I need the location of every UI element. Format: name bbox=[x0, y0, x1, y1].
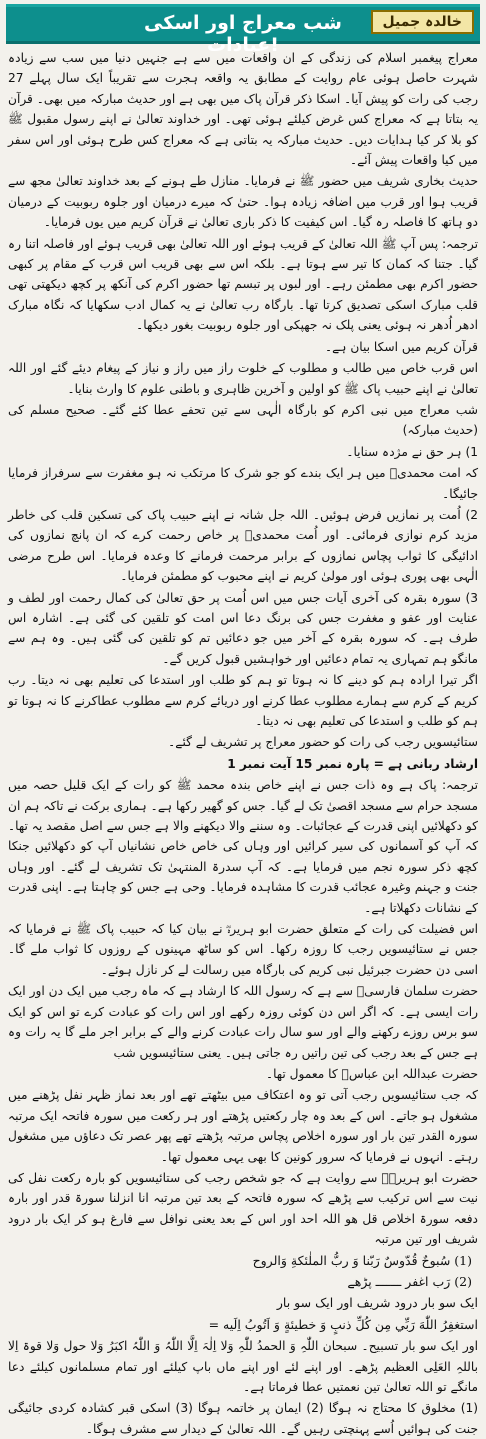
paragraph: کہ امت محمدیؐ میں ہر ایک بندے کو جو شرک کا مرتکب نہ ہو مغفرت سے سرفراز فرمایا جائیگا۔ bbox=[8, 466, 478, 501]
arabic-dua-line: (2) رَب اغفر ـــــــ پڑھے bbox=[347, 1273, 472, 1289]
article-title: شب معراج اور اسکی عبادات! bbox=[144, 12, 342, 56]
paragraph: حضرت ابو ہریرہؓ سے روایت ہے کہ جو شخص رجب کی ستائیسویں کو بارہ رکعت نفل کی نیت سے اس ترکیب سے پڑھے کہ سورہ فاتحہ کے بعد تین مرتبہ انا انزلنا سورۃ قدر اور بارہ دفعہ سورۃ اخلاص قل ھو اللہ احد اور اس کے بعد یعنی نوافل سے فارغ ہو کر ایک بار درود شریف اور تین مرتبہ bbox=[8, 1170, 478, 1247]
paragraph: شب معراج میں نبی اکرم کو بارگاہ الٰہی سے تین تحفے عطا کئے گئے۔ صحیح مسلم کی (حدیث مبارکہ) bbox=[8, 402, 478, 438]
arabic-dua-line: ایک سو بار درود شریف اور ایک سو بار bbox=[276, 1295, 478, 1311]
list-item: 3) سورہ بقرہ کی آخری آیات جس میں اس اُمت پر حق تعالیٰ کی کمال رحمت اور لطف و عنایت اور عفو و مغفرت جس کی برنگ دعا اس امت کو تلقین کی گئی ہے۔ اشارہ اس طرف ہے۔ کہ سورہ بقرہ کے آخر میں جو دعائیں تم کو تلقین کی گئی ہیں۔ وہ ہم سے مانگو ہم تمہاری یہ تمام دعائیں اور خواہشیں قبول کریں گے۔ bbox=[8, 590, 478, 666]
arabic-dua-line: (1) سُبوحٌ قُدّوسٌ رَبّنا وَ ربُّ الملٰئكةِ وَالروح bbox=[252, 1252, 472, 1268]
paragraph: ترجمہ: پس آپ ﷺ اللہ تعالیٰ کے قریب ہوئے اور اللہ تعالیٰ بھی قریب ہوئے اور فاصلہ اتنا رہ گیا۔ جتنا کہ کمان کا تیر سے ہوتا ہے۔ بلکہ اس سے بھی قریب اس قرب کے مقام پر کبھی حضور اکرم بھی مطمئن رہے۔ اور لبوں پر تبسم تھا حضور اکرم کی آنکھ پر کچھ دیکھتی تھی قلب مبارک اسکی تصدیق کرتا تھا۔ بارگاہ رب تعالیٰ نے یہ کمال ادب سکھایا کہ نگاہ مبارک ادھر اُدھر نہ ہوئی یعنی پلک نہ جھپکی اور جلوہ ربوبیت بغور دیکھا۔ bbox=[8, 236, 478, 333]
paragraph: حضرت عبداللہ ابن عباسؓ کا معمول تھا۔ bbox=[265, 1066, 478, 1081]
arabic-dua-line: استغفِرُ اللّٰهَ رَبِّي مِن كُلِّ ذنبٍ وَ خطيئةٍ وَ اَتُوبُ اِلَيه = bbox=[208, 1316, 478, 1332]
verse-reference: ارشاد ربانی ہے = پارہ نمبر 15 آیت نمبر 1 bbox=[227, 756, 478, 771]
paragraph: ترجمہ: پاک ہے وہ ذات جس نے اپنے خاص بندہ محمد ﷺ کو رات کے ایک قلیل حصہ میں مسجد حرام سے مسجد اقصیٰ تک لے گیا۔ جس کو گھیر رکھا ہے۔ ہماری برکت نے تاکہ ہم ان کو دکھلائیں اپنی قدرت کے عجائبات۔ وہ سننے والا دیکھنے والا ہے جس سے اصل مقصد یہ تھا۔ کہ آپ کو آسمانوں کی سیر کرائیں اور وہاں کی خاص خاص نشانیاں آپ کو دکھلائیں جنکا کچھ ذکر سورہ نجم میں فرمایا ہے۔ کہ آپ سدرۃ المنتہیٰ تک تشریف لے گئے۔ اور وہاں جنت و جہنم وغیرہ عجائب قدرت کا مشاہدہ فرمایا۔ وحی ہے جس کو چاہتا ہے۔ اپنی قدرت کے نشانات دکھلاتا ہے۔ bbox=[8, 778, 478, 915]
paragraph: اور ایک سو بار تسبیح۔ سبحان اللّٰہِ وَ الحمدُ للّٰہِ وَلا اِلٰہَ اِلَّا اللّٰہُ وَ اللّٰہُ اکبَرُ وَلا حول وَلا قوۃ اِلا باللہِ العَلِی العظیم پڑھے۔ اور اپنے لئے اور اپنے ماں باپ کیلئے اور تمام مسلمانوں کیلئے دعا مانگے تو اللہ تعالیٰ تین نعمتیں عطا فرماتا ہے۔ bbox=[8, 1339, 478, 1394]
author-badge: خالدہ جمیل bbox=[371, 10, 474, 34]
paragraph: حضرت سلمان فارسیؓ سے ہے کہ رسول اللہ کا ارشاد ہے کہ ماہ رجب میں ایک دن اور ایک رات ایسی ہے۔ کہ اگر اس دن کوئی روزہ رکھے اور اس رات کو عبادت کرے تو اس کو ایک سو برس روزے رکھنے والے اور سو سال رات عبادت کرنے والے کے برابر اجر ملے گا یہ رات وہ ہے جس کے بعد رجب کی تین راتیں رہ جاتی ہیں۔ یعنی ستائیسویں شب bbox=[8, 984, 478, 1060]
list-item: 1) ہر حق نے مژدہ سنایا۔ bbox=[346, 444, 478, 459]
paragraph: اگر تیرا ارادہ ہم کو دینے کا نہ ہوتا تو ہم کو طلب اور استدعا کی تعلیم بھی نہ دیتا۔ رب کریم کے کرم سے ہمارے مطلوب عطا کرنے اور دریائے کرم سے مطلوب عطاکرنے کا نہ ہوتا تو ہم کو طلب و استدعا کی تعلیم بھی نہ دیتا۔ bbox=[8, 673, 478, 728]
paragraph: (1) مخلوق کا محتاج نہ ہوگا (2) ایمان پر خاتمہ ہوگا (3) اسکی قبر کشادہ کردی جائیگی جنت کی ہوائیں اُسے پہنچتی رہیں گے۔ اللہ تعالیٰ کے دیدار سے مشرف ہوگا۔ bbox=[8, 1401, 479, 1436]
paragraph: حدیث بخاری شریف میں حضور ﷺ نے فرمایا۔ منازل طے ہونے کے بعد خداوند تعالیٰ مجھ سے قریب ہوا اور قرب میں اضافہ زیادہ ہوا۔ حتیٰ کہ میرے درمیان اور جلوہ ربوبیت کے درمیان دو ہاتھ کا فاصلہ رہ گیا۔ اس کیفیت کا ذکر باری تعالیٰ نے قرآن کریم میں یوں فرمایا۔ bbox=[8, 174, 478, 230]
paragraph: معراج پیغمبر اسلام کی زندگی کے ان واقعات میں سے ہے جنہیں دنیا میں سب سے زیادہ شہرت حاصل ہوئی عام روایت کے مطابق یہ واقعہ ہجرت سے تقریباً ایک سال پہلے 27 رجب کی رات کو پیش آیا۔ اسکا ذکر قرآن پاک میں بھی ہے اور حدیث مبارکہ میں بھی۔ قرآن یہ بتاتا ہے کہ معراج کس غرض کیلئے ہوئی تھی۔ اور خداوند تعالیٰ نے اپنے رسول مقبول ﷺ کو بلا کر کیا ہدایات دیں۔ حدیث مبارکہ یہ بتاتی ہے کہ معراج کس طرح ہوئی اور اس سفر میں کیا واقعات پیش آئے۔ bbox=[8, 51, 478, 168]
paragraph: اس فضیلت کی رات کے متعلق حضرت ابو ہریرہؓ نے بیان کیا کہ حبیب پاک ﷺ نے فرمایا کہ جس نے ستائیسویں رجب کا روزہ رکھا۔ اس کو ساٹھ مہینوں کے روزوں کا ثواب ملے گا۔ اسی دن حضرت جبرئیل نبی کریم کی بارگاہ میں رسالت لے کر نازل ہوئے۔ bbox=[8, 922, 478, 977]
article-body bbox=[6, 44, 480, 1439]
paragraph: کہ جب ستائیسویں رجب آتی تو وہ اعتکاف میں بیٹھتے تھے اور بعد نماز ظہر نفل پڑھنے میں مشغول ہو جاتے۔ اس کے بعد وہ چار رکعتیں پڑھتے اور ہر رکعت میں سورہ فاتحہ ایک مرتبہ سورہ القدر تین بار اور سورہ اخلاص پچاس مرتبہ پڑھتے تھے پھر عصر تک دعاؤں میں مشغول رہتے۔ انہوں نے فرمایا کہ سرور کونین کا بھی یہی معمول تھا۔ bbox=[8, 1088, 478, 1164]
article-header bbox=[6, 4, 480, 56]
list-item: 2) اُمت پر نمازیں فرض ہوئیں۔ اللہ جل شانہ نے اپنے حبیب پاک کی تسکین قلب کی خاطر مزید کرم نوازی فرمائی۔ اور اُمت محمدیؐ پر خاص رحمت کرے کہ ان پانچ نمازوں کی ادائیگی کا ثواب پچاس نمازوں کے برابر مرحمت فرمانے کا وعدہ فرمایا۔ اس طرح مرضی الٰہی بھی پوری ہوئی اور مولیٰ کریم نے اپنے محبوب کو مطمئن فرمایا۔ bbox=[8, 507, 478, 584]
paragraph: قرآن کریم میں اسکا بیان ہے۔ bbox=[325, 339, 478, 354]
paragraph: ستائیسویں رجب کی رات کو حضور معراج پر تشریف لے گئے۔ bbox=[168, 735, 478, 750]
paragraph: اس قرب خاص میں طالب و مطلوب کے خلوت راز میں راز و نیاز کے پیغام دیئے گئے اور اللہ تعالیٰ نے اپنے حبیب پاک ﷺ کو اولین و آخرین ظاہری و باطنی علوم کا وارث بنایا۔ bbox=[8, 361, 478, 396]
